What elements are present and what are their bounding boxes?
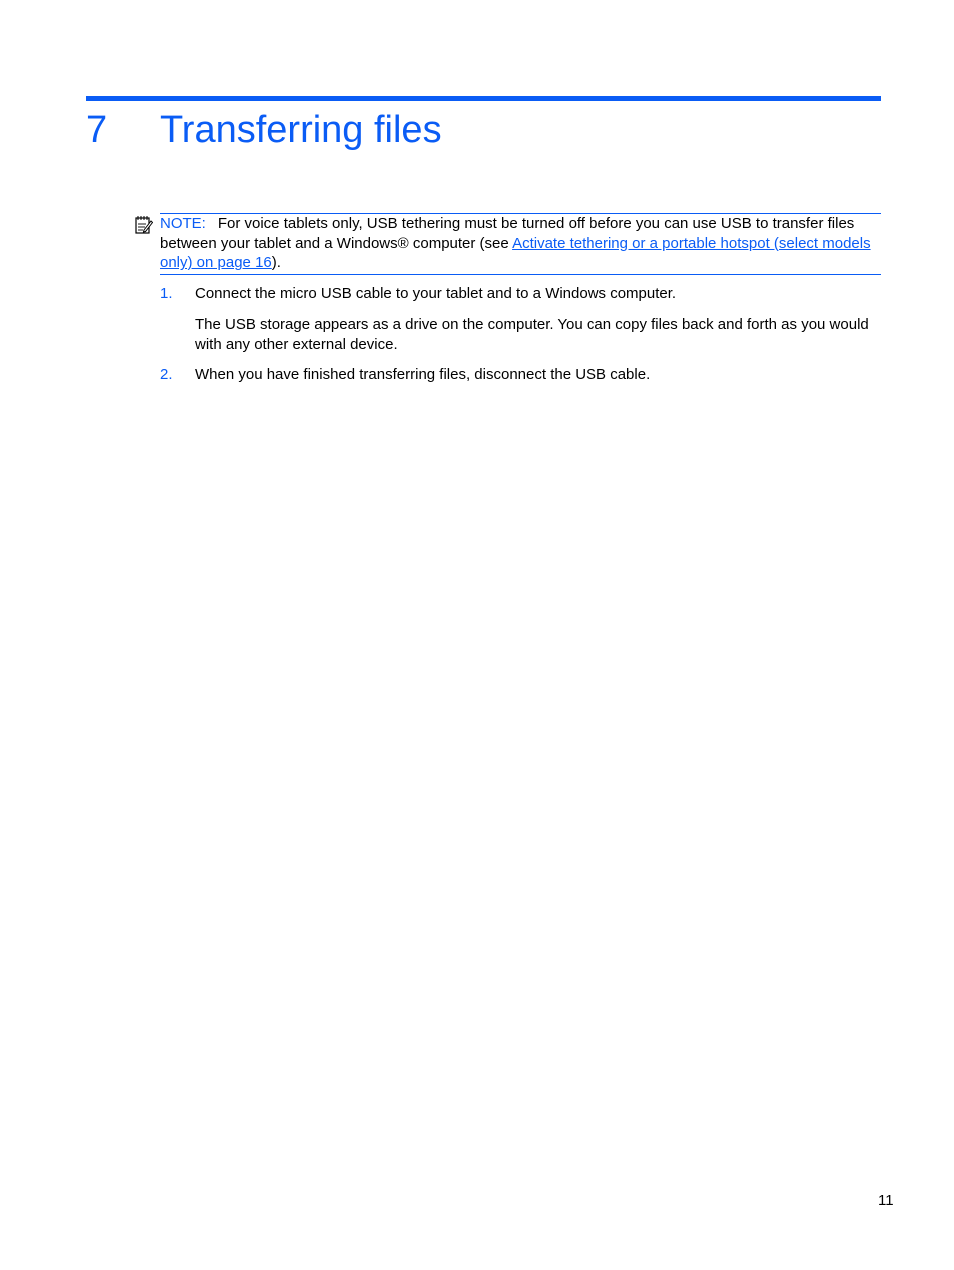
step-text: Connect the micro USB cable to your tablet and to a Windows computer.: [195, 285, 677, 302]
chapter-title: Transferring files: [160, 109, 442, 151]
note-pad-icon: [135, 215, 153, 235]
chapter-number: 7: [86, 109, 108, 151]
step-text: When you have finished transferring files, disconnect the USB cable.: [195, 366, 651, 383]
note-body-end: ).: [271, 254, 281, 272]
note-body: For voice tablets only, USB tethering must be turned off before you can use USB to transfer files between your tablet and a Windows® computer (see: [160, 215, 855, 252]
cross-reference-link[interactable]: Activate tethering or a portable hotspot (select models only) on page 16: [160, 234, 871, 272]
page-number: 11: [878, 1192, 894, 1209]
chapter-rule: [86, 96, 881, 101]
step-number: 2.: [160, 366, 173, 383]
note-text: [160, 214, 881, 273]
step-detail: The USB storage appears as a drive on the computer. You can copy files back and forth as you would with any other external device.: [195, 316, 869, 353]
step-number: 1.: [160, 285, 173, 302]
note-label: NOTE:: [160, 215, 206, 232]
